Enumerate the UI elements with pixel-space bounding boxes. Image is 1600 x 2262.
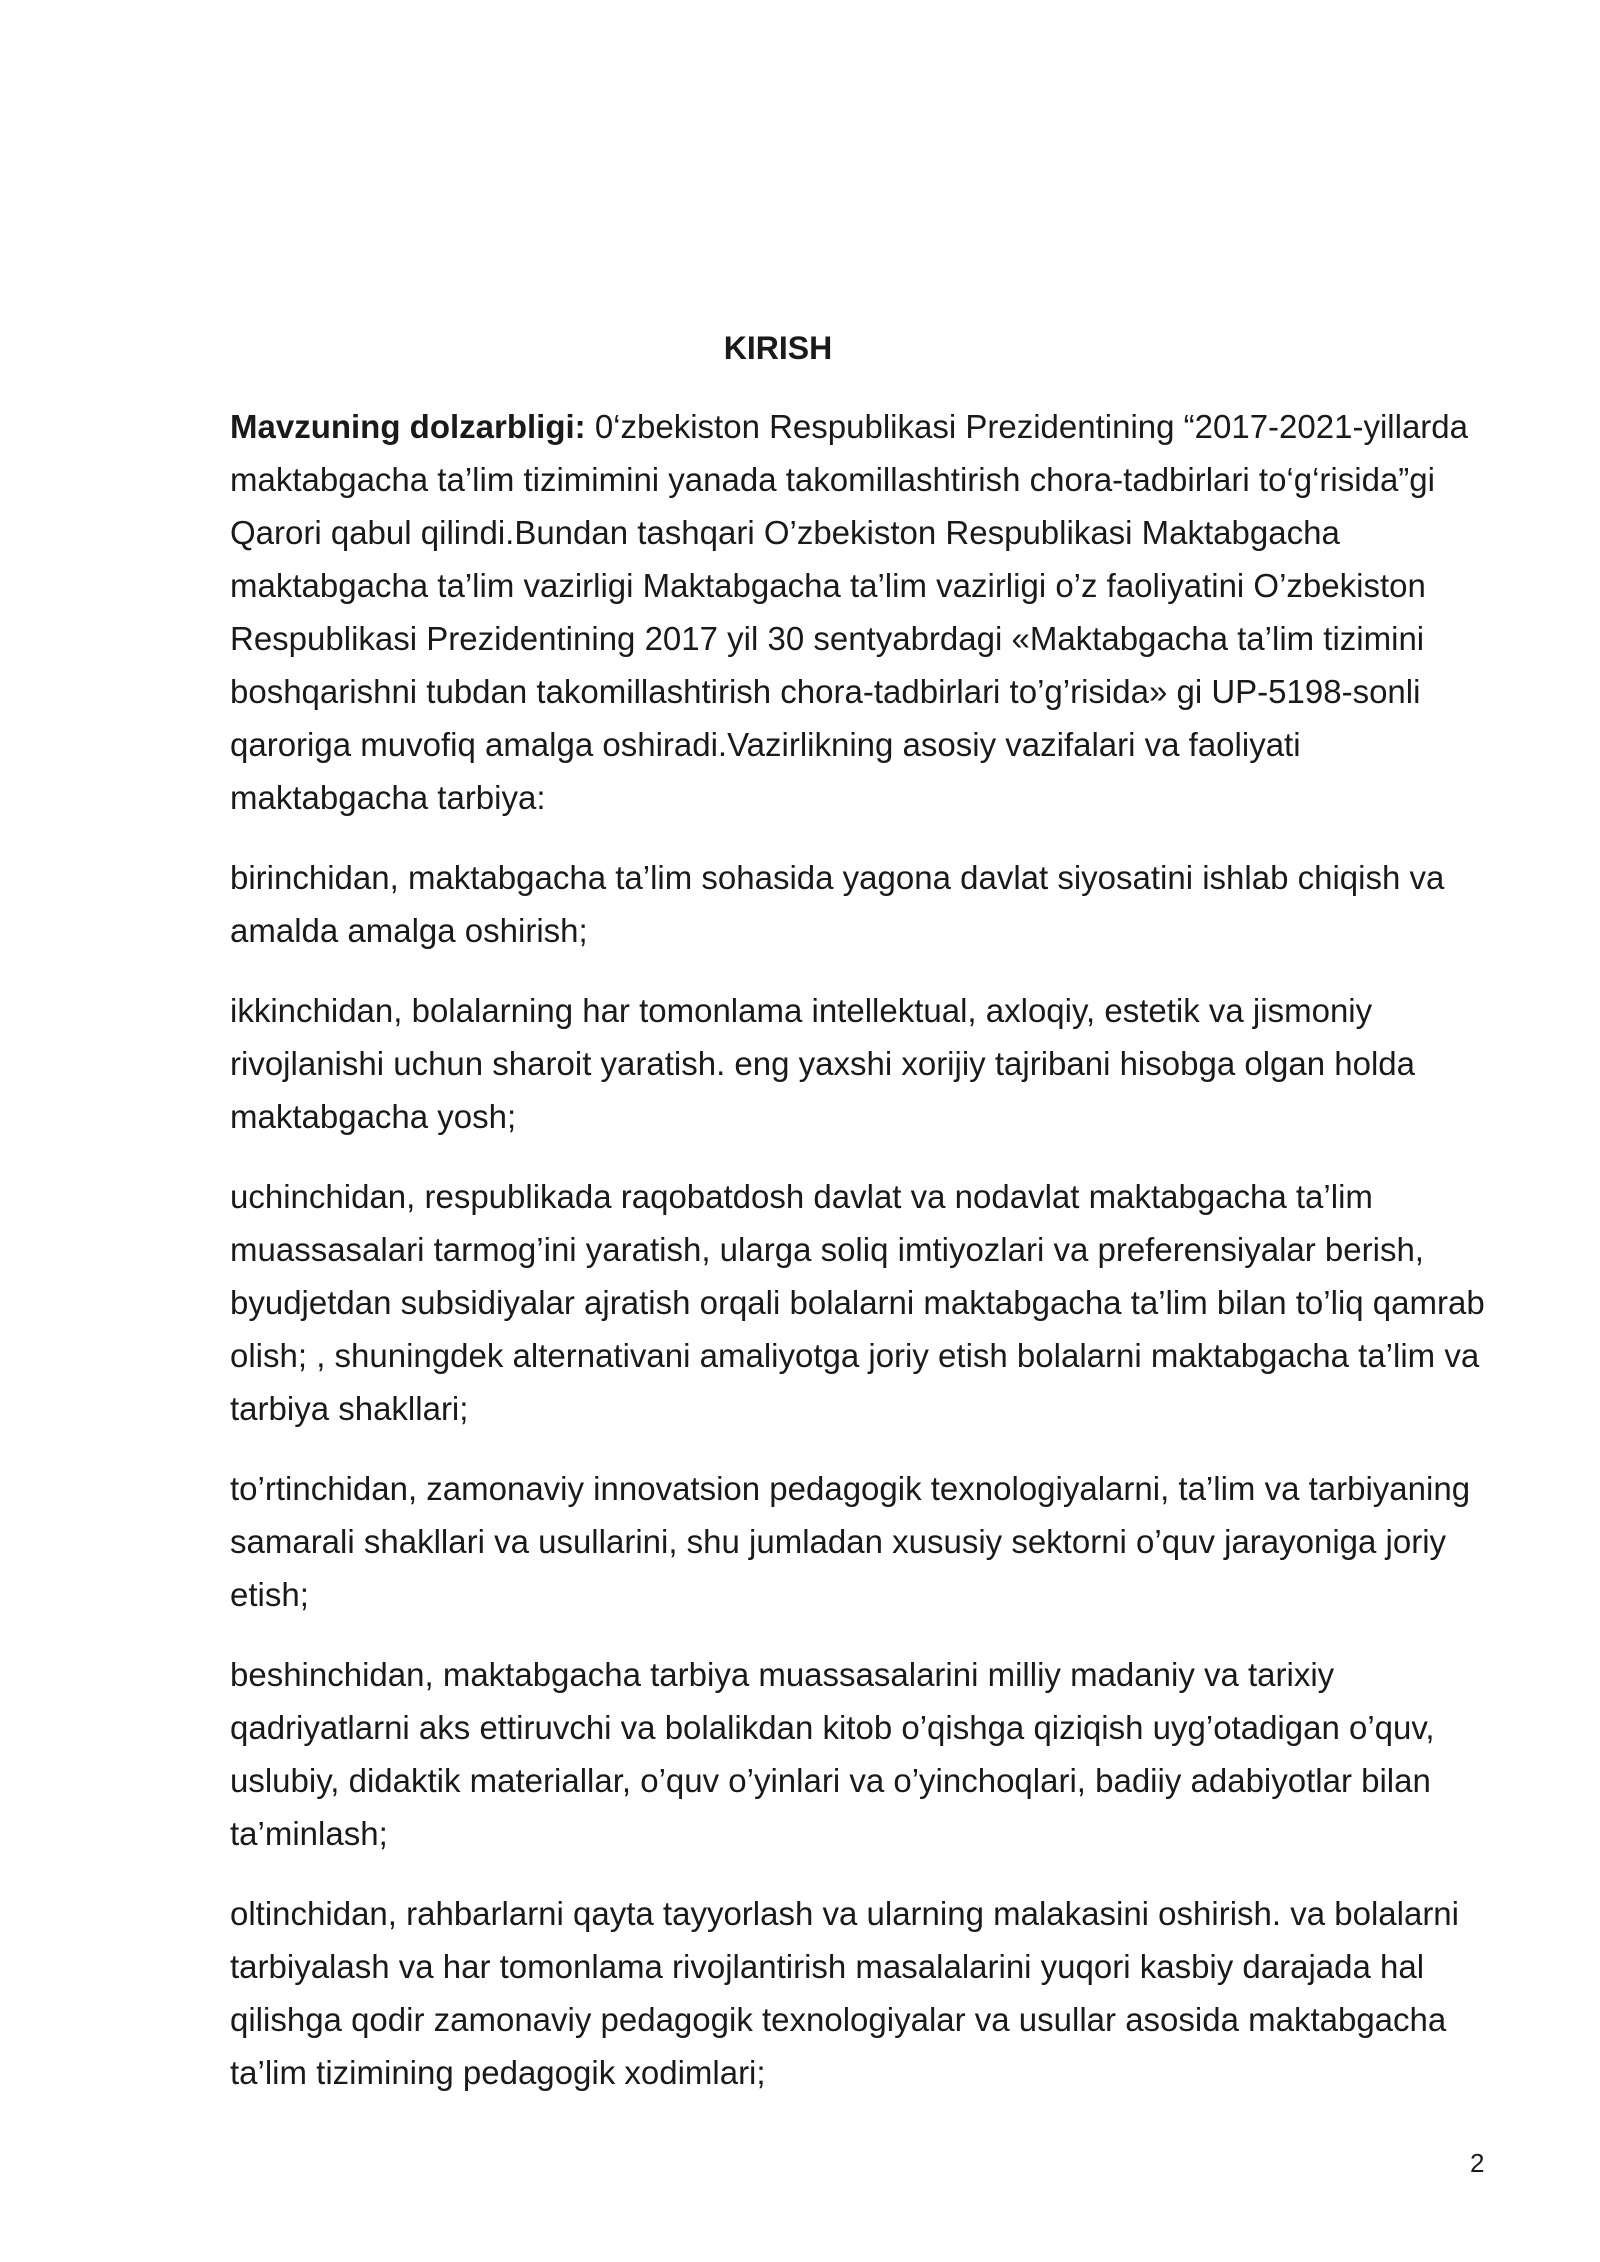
- page-heading: KIRISH: [723, 330, 833, 366]
- paragraph-tortinchidan: to’rtinchidan, zamonaviy innovatsion pedagogik texnologiyalarni, ta’lim va tarbiyaning samarali shakllari va usullarini, shu jumladan xususiy sektorni o’quv jarayoniga joriy etish;: [230, 1470, 1471, 1613]
- lead-paragraph: [230, 400, 1500, 824]
- paragraph-oltinchidan: oltinchidan, rahbarlarni qayta tayyorlash va ularning malakasini oshirish. va bolalarni tarbiyalash va har tomonlama rivojlantirish masalalarini yuqori kasbiy darajada hal qilishga qodir zamonaviy pedagogik texnologiyalar va usullar asosida maktabgacha ta’lim tizimining pedagogik xodimlari;: [230, 1895, 1459, 2091]
- page-number: 2: [1470, 2148, 1485, 2178]
- paragraph-uchinchidan: uchinchidan, respublikada raqobatdosh davlat va nodavlat maktabgacha ta’lim muassasalari tarmog’ini yaratish, ularga soliq imtiyozlari va preferensiyalar berish, byudjetdan subsidiyalar ajratish orqali bolalarni maktabgacha ta’lim bilan to’liq qamrab olish; , shuningdek alternativani amaliyotga joriy etish bolalarni maktabgacha ta’lim va tarbiya shakllari;: [230, 1178, 1485, 1427]
- paragraph-birinchidan: birinchidan, maktabgacha ta’lim sohasida yagona davlat siyosatini ishlab chiqish va amalda amalga oshirish;: [230, 859, 1445, 949]
- paragraph-beshinchidan: beshinchidan, maktabgacha tarbiya muassasalarini milliy madaniy va tarixiy qadriyatlarni aks ettiruvchi va bolalikdan kitob o’qishga qiziqish uyg’otadigan o’quv, uslubiy, didaktik materiallar, o’quv o’yinlari va o’yinchoqlari, badiiy adabiyotlar bilan ta’minlash;: [230, 1656, 1435, 1852]
- document-body: [230, 400, 1500, 2126]
- paragraph-ikkinchidan: ikkinchidan, bolalarning har tomonlama intellektual, axloqiy, estetik va jismoniy rivojlanishi uchun sharoit yaratish. eng yaxshi xorijiy tajribani hisobga olgan holda maktabgacha yosh;: [230, 992, 1416, 1135]
- lead-label: Mavzuning dolzarbligi:: [230, 408, 586, 445]
- lead-text: 0‘zbekiston Respublikasi Prezidentining “2017-2021-yillarda maktabgacha ta’lim tizimimini yanada takomillashtirish chora-tadbirlari to‘g‘risida”gi Qarori qabul qilindi.Bundan tashqari O’zbekiston Respublikasi Maktabgacha maktabgacha ta’lim vazirligi Maktabgacha ta’lim vazirligi o’z faoliyatini O’zbekiston Respublikasi Prezidentining 2017 yil 30 sentyabrdagi «Maktabgacha ta’lim tizimini boshqarishni tubdan takomillashtirish chora-tadbirlari to’g’risida» gi UP-5198-sonli qaroriga muvofiq amalga oshiradi.Vazirlikning asosiy vazifalari va faoliyati maktabgacha tarbiya:: [230, 408, 1468, 816]
